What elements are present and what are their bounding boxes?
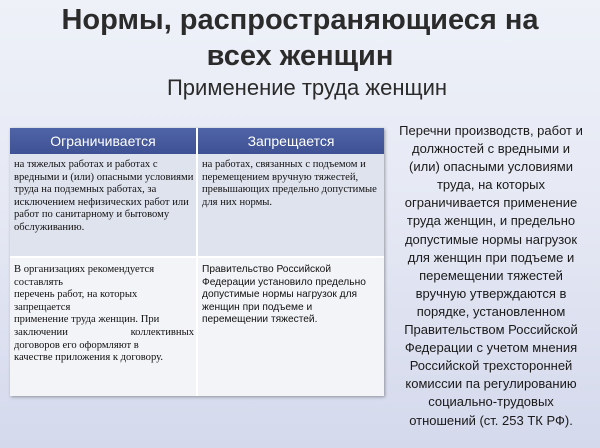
slide-title-line-2: всех женщин xyxy=(206,40,394,72)
side-note-line: Перечни производств, работ и xyxy=(399,123,583,138)
side-note-line: Российской трехсторонней xyxy=(409,358,573,374)
side-note-line: перемещении тяжестей xyxy=(419,267,563,283)
cell-line: качестве приложения к договору. xyxy=(14,352,164,364)
cell-restricted-2 xyxy=(14,264,194,365)
cell-line: договоров его оформляют в xyxy=(14,339,139,351)
cell-line: применение труда женщин. При xyxy=(14,314,160,326)
side-note xyxy=(388,122,594,430)
table-header-row xyxy=(10,128,384,154)
column-divider xyxy=(196,154,198,396)
side-note-line: труда женщин, и предельно xyxy=(406,213,576,229)
side-note-line: комиссии па регулированию xyxy=(405,376,577,392)
side-note-line: отношений (ст. 253 ТК РФ). xyxy=(409,412,573,428)
slide-title-line-1: Нормы, распространяющиеся на xyxy=(61,4,539,36)
side-note-line: социально-трудовых xyxy=(428,394,554,410)
side-note-line: допустимые нормы нагрузок xyxy=(404,231,578,247)
side-note-line: труда, на которых xyxy=(436,177,546,193)
cell-line: перечень работ, на которых xyxy=(14,289,138,301)
side-note-line: для женщин при подъеме и xyxy=(407,249,575,265)
cell-line: запрещается xyxy=(14,301,71,313)
cell-line: В организациях рекомендуется xyxy=(14,264,155,275)
cell-line: заключении коллективных xyxy=(14,326,194,338)
side-note-line: Федерации с учетом мнения xyxy=(404,340,578,356)
cell-restricted-1: на тяжелых работах и работах с вредными и (или) опасными условиями труда на подземных работах, за исключением нефизических работ или работ по санитарному и бытовому обслуживанию. xyxy=(14,159,194,233)
side-note-line: Правительством Российской xyxy=(404,322,578,338)
header-prohibited: Запрещается xyxy=(247,133,335,149)
norms-table xyxy=(10,128,384,396)
side-note-line: (или) опасными условиями xyxy=(409,159,573,175)
side-note-line: порядке, установленном xyxy=(416,303,566,319)
header-restricted: Ограничивается xyxy=(50,133,156,149)
cell-prohibited-2: Правительство Российской Федерации установило предельно допустимые нормы нагрузок для женщин при подъеме и перемещении тяжестей. xyxy=(202,264,366,326)
side-note-line: должностей с вредными и xyxy=(411,141,570,157)
slide-subtitle: Применение труда женщин xyxy=(166,75,448,100)
side-note-line: вручную утверждаются в xyxy=(415,285,567,301)
slide-title xyxy=(0,2,600,74)
cell-line: составлять xyxy=(14,276,63,288)
side-note-line: ограничивается применение xyxy=(404,195,578,211)
cell-prohibited-1: на работах, связанных с подъемом и перемещением вручную тяжестей, превышающих предельно допустимые для них нормы. xyxy=(202,159,377,208)
